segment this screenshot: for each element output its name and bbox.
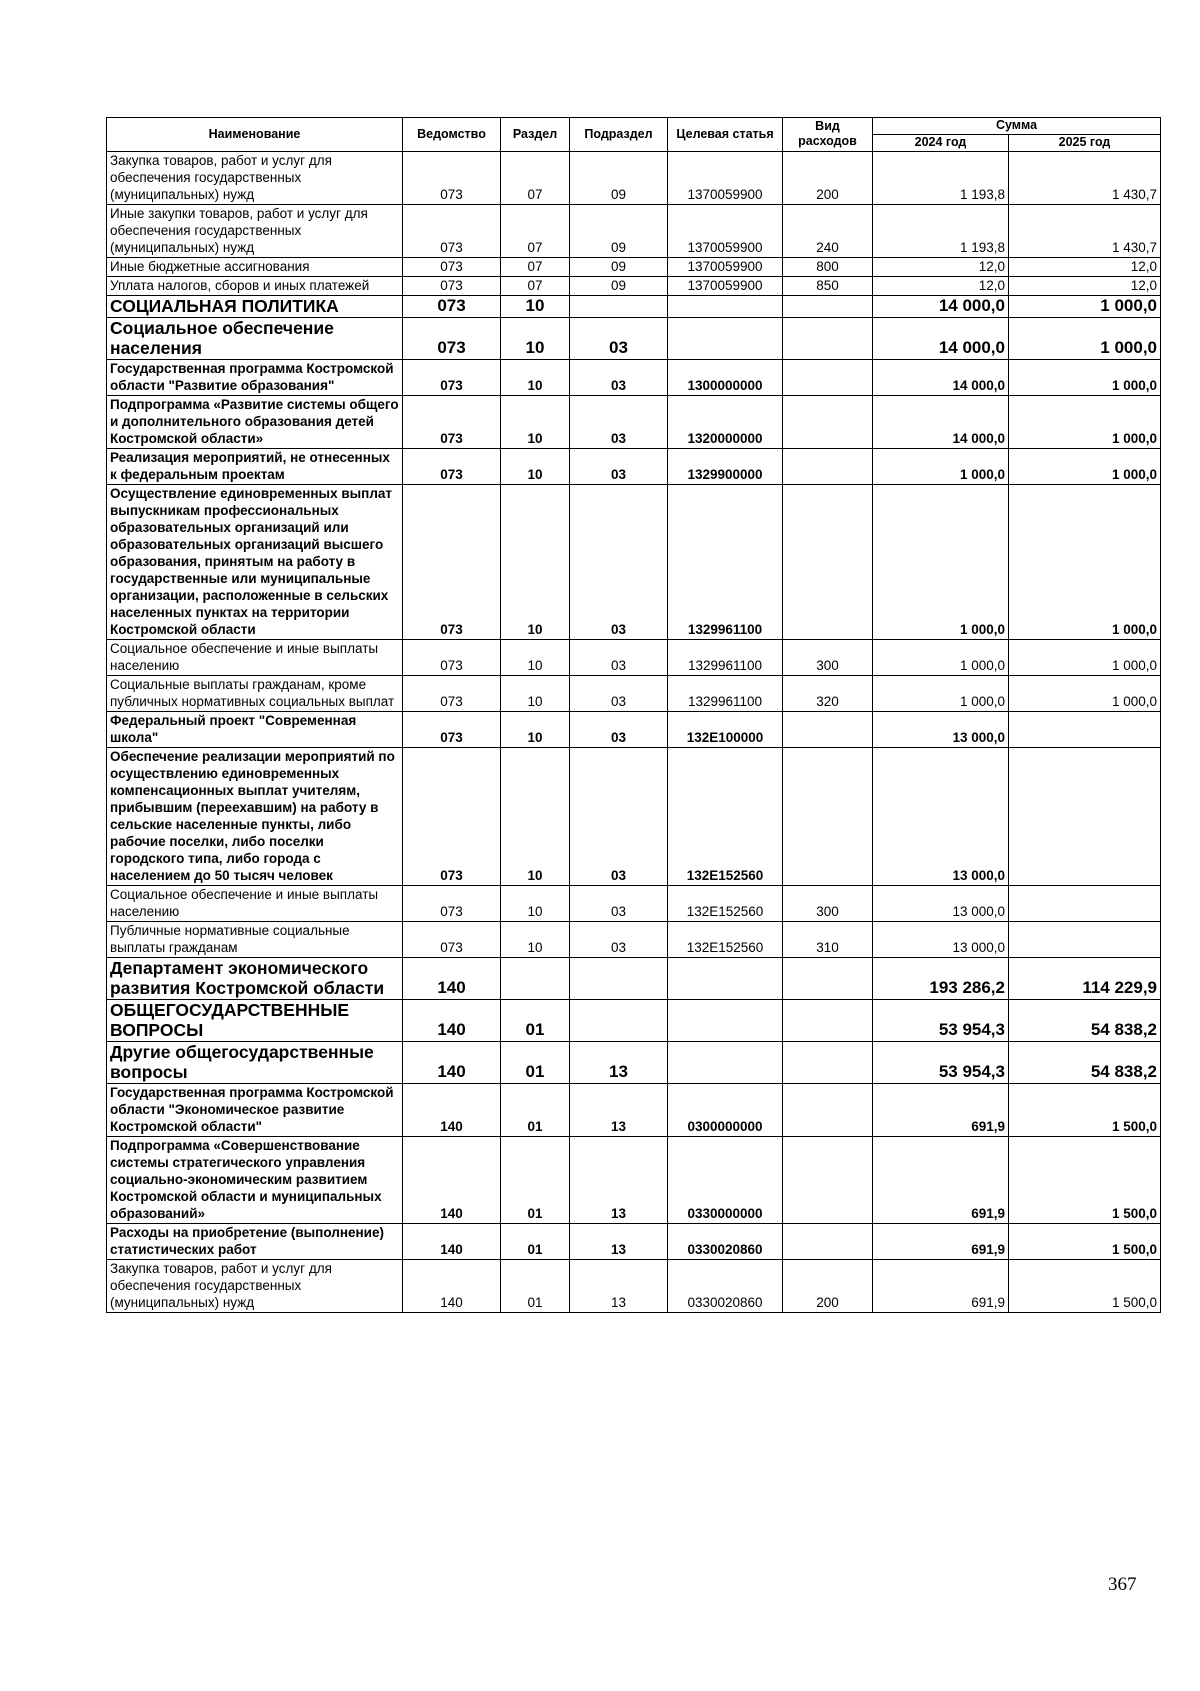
row-subsection: 03 (570, 676, 668, 712)
row-amount-2025: 12,0 (1009, 258, 1161, 277)
row-department: 140 (403, 1000, 501, 1042)
row-amount-2024: 1 193,8 (873, 152, 1009, 205)
row-department: 140 (403, 1224, 501, 1260)
row-subsection: 13 (570, 1224, 668, 1260)
row-department: 073 (403, 712, 501, 748)
row-amount-2025 (1009, 748, 1161, 886)
row-amount-2024: 13 000,0 (873, 886, 1009, 922)
row-name: Подпрограмма «Развитие системы общего и дополнительного образования детей Костромской области» (107, 396, 403, 449)
table-row (107, 640, 1161, 676)
row-section: 01 (501, 1260, 570, 1313)
row-subsection: 09 (570, 152, 668, 205)
row-target-item: 1329961100 (668, 640, 783, 676)
row-expense-type (783, 396, 873, 449)
row-department: 073 (403, 748, 501, 886)
row-expense-type (783, 318, 873, 360)
row-section: 10 (501, 396, 570, 449)
row-amount-2025 (1009, 922, 1161, 958)
row-amount-2025: 1 500,0 (1009, 1084, 1161, 1137)
row-target-item: 1370059900 (668, 258, 783, 277)
row-expense-type: 300 (783, 640, 873, 676)
row-name: Обеспечение реализации мероприятий по осуществлению единовременных компенсационных выплат учителям, прибывшим (переехавшим) на работу в сельские населенные пункты, либо рабочие поселки, либо поселки городского типа, либо города с населением до 50 тысяч человек (107, 748, 403, 886)
row-amount-2024: 691,9 (873, 1260, 1009, 1313)
row-amount-2025: 1 000,0 (1009, 485, 1161, 640)
row-department: 073 (403, 640, 501, 676)
header-target-item: Целевая статья (668, 118, 783, 152)
row-section: 10 (501, 296, 570, 318)
row-target-item (668, 958, 783, 1000)
row-section: 10 (501, 922, 570, 958)
row-department: 140 (403, 1042, 501, 1084)
row-subsection: 03 (570, 485, 668, 640)
row-expense-type: 800 (783, 258, 873, 277)
row-expense-type (783, 1000, 873, 1042)
row-target-item: 1329961100 (668, 676, 783, 712)
row-amount-2024: 1 000,0 (873, 485, 1009, 640)
row-section: 10 (501, 485, 570, 640)
row-amount-2024: 13 000,0 (873, 748, 1009, 886)
row-amount-2024: 53 954,3 (873, 1000, 1009, 1042)
row-name: Социальное обеспечение и иные выплаты населению (107, 640, 403, 676)
row-subsection: 03 (570, 748, 668, 886)
row-department: 073 (403, 258, 501, 277)
row-name: Другие общегосударственные вопросы (107, 1042, 403, 1084)
table-row (107, 1224, 1161, 1260)
row-target-item (668, 1000, 783, 1042)
row-amount-2024: 691,9 (873, 1137, 1009, 1224)
row-section: 07 (501, 258, 570, 277)
row-expense-type: 200 (783, 152, 873, 205)
table-row (107, 1042, 1161, 1084)
table-row (107, 258, 1161, 277)
row-expense-type: 850 (783, 277, 873, 296)
row-section: 01 (501, 1000, 570, 1042)
row-target-item: 0300000000 (668, 1084, 783, 1137)
table-row (107, 277, 1161, 296)
row-target-item (668, 318, 783, 360)
row-section: 10 (501, 748, 570, 886)
row-name: Осуществление единовременных выплат выпускникам профессиональных образовательных организаций или образовательных организаций высшего образования, принятым на работу в государственные или муниципальные организации, расположенные в сельских населенных пунктах на территории Костромской области (107, 485, 403, 640)
row-amount-2024: 13 000,0 (873, 712, 1009, 748)
row-department: 073 (403, 296, 501, 318)
row-amount-2025: 1 000,0 (1009, 296, 1161, 318)
row-target-item: 1329961100 (668, 485, 783, 640)
row-name: Социальные выплаты гражданам, кроме публичных нормативных социальных выплат (107, 676, 403, 712)
row-amount-2025: 1 000,0 (1009, 449, 1161, 485)
row-target-item: 132E100000 (668, 712, 783, 748)
row-target-item: 0330020860 (668, 1224, 783, 1260)
row-name: Социальное обеспечение населения (107, 318, 403, 360)
row-section: 01 (501, 1224, 570, 1260)
row-amount-2025: 1 000,0 (1009, 360, 1161, 396)
row-subsection: 09 (570, 277, 668, 296)
row-expense-type (783, 712, 873, 748)
row-section: 01 (501, 1137, 570, 1224)
row-section (501, 958, 570, 1000)
row-section: 07 (501, 277, 570, 296)
row-expense-type: 200 (783, 1260, 873, 1313)
row-amount-2025: 1 000,0 (1009, 640, 1161, 676)
row-department: 073 (403, 922, 501, 958)
row-section: 10 (501, 640, 570, 676)
row-subsection: 03 (570, 318, 668, 360)
row-department: 140 (403, 1084, 501, 1137)
row-amount-2025: 1 500,0 (1009, 1260, 1161, 1313)
row-section: 10 (501, 886, 570, 922)
row-amount-2024: 12,0 (873, 258, 1009, 277)
row-amount-2024: 12,0 (873, 277, 1009, 296)
row-name: Уплата налогов, сборов и иных платежей (107, 277, 403, 296)
row-subsection: 03 (570, 396, 668, 449)
row-section: 10 (501, 360, 570, 396)
row-expense-type (783, 1137, 873, 1224)
row-amount-2024: 1 000,0 (873, 676, 1009, 712)
row-amount-2025: 1 000,0 (1009, 676, 1161, 712)
row-target-item: 132E152560 (668, 922, 783, 958)
row-department: 073 (403, 676, 501, 712)
row-subsection: 13 (570, 1137, 668, 1224)
row-name: Государственная программа Костромской области "Экономическое развитие Костромской области" (107, 1084, 403, 1137)
row-amount-2025: 12,0 (1009, 277, 1161, 296)
row-subsection: 03 (570, 922, 668, 958)
row-amount-2025: 1 430,7 (1009, 205, 1161, 258)
row-subsection: 09 (570, 205, 668, 258)
row-section: 01 (501, 1042, 570, 1084)
row-section: 07 (501, 152, 570, 205)
table-body (107, 152, 1161, 1313)
row-expense-type (783, 449, 873, 485)
table-row (107, 1084, 1161, 1137)
row-name: Подпрограмма «Совершенствование системы стратегического управления социально-экономическим развитием Костромской области и муниципальных образований» (107, 1137, 403, 1224)
row-section: 01 (501, 1084, 570, 1137)
header-name: Наименование (107, 118, 403, 152)
table-row (107, 360, 1161, 396)
row-subsection: 13 (570, 1260, 668, 1313)
row-expense-type (783, 1224, 873, 1260)
row-expense-type: 300 (783, 886, 873, 922)
row-amount-2024: 691,9 (873, 1084, 1009, 1137)
row-name: СОЦИАЛЬНАЯ ПОЛИТИКА (107, 296, 403, 318)
row-department: 140 (403, 958, 501, 1000)
row-amount-2024: 1 000,0 (873, 449, 1009, 485)
row-name: ОБЩЕГОСУДАРСТВЕННЫЕ ВОПРОСЫ (107, 1000, 403, 1042)
table-row (107, 676, 1161, 712)
row-department: 140 (403, 1260, 501, 1313)
header-subsection: Подраздел (570, 118, 668, 152)
row-expense-type (783, 485, 873, 640)
table-row (107, 318, 1161, 360)
row-target-item: 1370059900 (668, 277, 783, 296)
row-amount-2024: 14 000,0 (873, 360, 1009, 396)
row-department: 073 (403, 886, 501, 922)
row-amount-2025: 1 430,7 (1009, 152, 1161, 205)
row-amount-2024: 13 000,0 (873, 922, 1009, 958)
row-expense-type: 310 (783, 922, 873, 958)
header-year-2024: 2024 год (873, 135, 1009, 152)
row-expense-type (783, 1084, 873, 1137)
table-row (107, 712, 1161, 748)
table-row (107, 485, 1161, 640)
row-subsection: 03 (570, 886, 668, 922)
table-row (107, 152, 1161, 205)
row-name: Социальное обеспечение и иные выплаты населению (107, 886, 403, 922)
row-section: 10 (501, 676, 570, 712)
row-section: 10 (501, 449, 570, 485)
row-expense-type (783, 1042, 873, 1084)
row-target-item: 132E152560 (668, 886, 783, 922)
row-subsection (570, 958, 668, 1000)
row-name: Департамент экономического развития Костромской области (107, 958, 403, 1000)
row-subsection: 03 (570, 712, 668, 748)
table-row (107, 205, 1161, 258)
row-name: Иные бюджетные ассигнования (107, 258, 403, 277)
row-subsection: 13 (570, 1042, 668, 1084)
row-target-item: 0330000000 (668, 1137, 783, 1224)
table-row (107, 922, 1161, 958)
row-target-item: 1370059900 (668, 205, 783, 258)
row-target-item (668, 296, 783, 318)
header-sum: Сумма (873, 118, 1161, 135)
row-target-item (668, 1042, 783, 1084)
row-name: Государственная программа Костромской области "Развитие образования" (107, 360, 403, 396)
row-amount-2025: 1 000,0 (1009, 396, 1161, 449)
header-department: Ведомство (403, 118, 501, 152)
row-department: 073 (403, 318, 501, 360)
row-subsection (570, 1000, 668, 1042)
row-amount-2024: 1 000,0 (873, 640, 1009, 676)
budget-table (106, 117, 1161, 1313)
row-name: Расходы на приобретение (выполнение) статистических работ (107, 1224, 403, 1260)
row-amount-2025 (1009, 886, 1161, 922)
row-target-item: 1320000000 (668, 396, 783, 449)
row-expense-type: 240 (783, 205, 873, 258)
row-target-item: 132E152560 (668, 748, 783, 886)
row-target-item: 1300000000 (668, 360, 783, 396)
table-row (107, 958, 1161, 1000)
row-subsection: 03 (570, 360, 668, 396)
row-name: Публичные нормативные социальные выплаты гражданам (107, 922, 403, 958)
row-amount-2025: 54 838,2 (1009, 1042, 1161, 1084)
row-department: 073 (403, 360, 501, 396)
row-amount-2025 (1009, 712, 1161, 748)
row-name: Федеральный проект "Современная школа" (107, 712, 403, 748)
row-amount-2024: 53 954,3 (873, 1042, 1009, 1084)
row-name: Закупка товаров, работ и услуг для обеспечения государственных (муниципальных) нужд (107, 1260, 403, 1313)
row-department: 073 (403, 485, 501, 640)
row-expense-type (783, 958, 873, 1000)
row-name: Закупка товаров, работ и услуг для обеспечения государственных (муниципальных) нужд (107, 152, 403, 205)
row-department: 073 (403, 205, 501, 258)
row-section: 10 (501, 712, 570, 748)
table-header (107, 118, 1161, 152)
table-row (107, 396, 1161, 449)
row-amount-2025: 1 500,0 (1009, 1224, 1161, 1260)
row-department: 140 (403, 1137, 501, 1224)
row-amount-2025: 1 500,0 (1009, 1137, 1161, 1224)
row-target-item: 1329900000 (668, 449, 783, 485)
row-amount-2024: 14 000,0 (873, 318, 1009, 360)
row-subsection: 03 (570, 640, 668, 676)
row-subsection: 13 (570, 1084, 668, 1137)
page-number: 367 (1108, 1574, 1137, 1595)
row-expense-type (783, 360, 873, 396)
row-section: 10 (501, 318, 570, 360)
table-row (107, 1000, 1161, 1042)
header-expense-type: Вид расходов (783, 118, 873, 152)
row-expense-type (783, 748, 873, 886)
row-department: 073 (403, 449, 501, 485)
row-amount-2025: 54 838,2 (1009, 1000, 1161, 1042)
row-expense-type (783, 296, 873, 318)
row-name: Иные закупки товаров, работ и услуг для обеспечения государственных (муниципальных) нужд (107, 205, 403, 258)
row-section: 07 (501, 205, 570, 258)
row-subsection (570, 296, 668, 318)
table-row (107, 1137, 1161, 1224)
row-amount-2024: 14 000,0 (873, 396, 1009, 449)
table-row (107, 296, 1161, 318)
row-subsection: 09 (570, 258, 668, 277)
row-subsection: 03 (570, 449, 668, 485)
row-amount-2024: 691,9 (873, 1224, 1009, 1260)
header-year-2025: 2025 год (1009, 135, 1161, 152)
table-row (107, 449, 1161, 485)
table-row (107, 748, 1161, 886)
table-row (107, 1260, 1161, 1313)
row-amount-2024: 193 286,2 (873, 958, 1009, 1000)
row-amount-2025: 1 000,0 (1009, 318, 1161, 360)
row-amount-2024: 1 193,8 (873, 205, 1009, 258)
row-name: Реализация мероприятий, не отнесенных к федеральным проектам (107, 449, 403, 485)
row-amount-2024: 14 000,0 (873, 296, 1009, 318)
row-target-item: 1370059900 (668, 152, 783, 205)
table-row (107, 886, 1161, 922)
row-department: 073 (403, 396, 501, 449)
row-department: 073 (403, 152, 501, 205)
row-target-item: 0330020860 (668, 1260, 783, 1313)
row-department: 073 (403, 277, 501, 296)
row-amount-2025: 114 229,9 (1009, 958, 1161, 1000)
header-section: Раздел (501, 118, 570, 152)
row-expense-type: 320 (783, 676, 873, 712)
